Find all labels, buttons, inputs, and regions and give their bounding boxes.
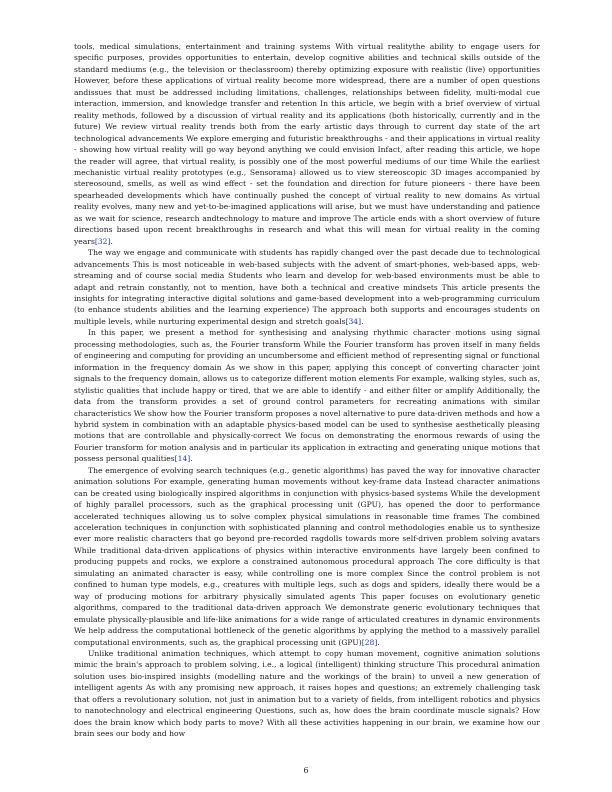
paragraph-end: . [110, 236, 113, 246]
citation-link[interactable]: [28] [361, 637, 378, 647]
paragraph-end: . [190, 454, 193, 464]
paragraph-text: Unlike traditional animation techniques, which attempt to copy human movement, cognitive animation solutions mimic the brain's approach to problem solving, i.e., a logical (intelligent) thinking structure This procedural animation solution uses bio-inspired insights (modelling nature and the workings of the brain) to unveil a new generation of intelligent agents As with any promising new approach, it raises hopes and questions; an extremely challenging task that offers a revolutionary solution, not just in animation but to a variety of fields, from intelligent robotics and physics to nanotechnology and electrical engineering Questions, such as, how does the brain coordinate muscle signals? How does the brain know which body parts to move? With all these activities happening in our brain, we examine how our brain sees our body and how [74, 649, 540, 739]
paragraph-text: The way we engage and communicate with students has rapidly changed over the past decade due to technological advancements This is most noticeable in web-based subjects with the advent of smart-phones, web-based apps, web-streaming and of course social media Students who learn and develop for web-based environments must be able to adapt and retrain constantly, not to mention, have both a technical and creative mindsets This article presents the insights for integrating interactive digital solutions and game-based development into a web-programming curriculum (to enhance students abilities and the learning experience) The approach both supports and encourages students on multiple levels, while nurturing experimental design and stretch goals [74, 248, 540, 326]
paragraph-text: The emergence of evolving search techniques (e.g., genetic algorithms) has paved the way for innovative character animation solutions For example, generating human movements without key-frame data Instead character animations can be created using biologically inspired algorithms in conjunction with physics-based systems While the development of highly parallel processors, such as the graphical processing unit (GPU), has opened the door to performance accelerated techniques allowing us to solve complex physical simulations in reasonable time frames The combined acceleration techniques in conjunction with sophisticated planning and control methodologies enable us to synthesize ever more realistic characters that go beyond pre-recorded ragdolls towards more self-driven problem solving avatars While traditional data-driven applications of physics within interactive environments have largely been confined to producing puppets and rocks, we explore a constrained autonomous procedural approach The core difficulty is that simulating an animated character is easy, while controlling one is more complex Since the control problem is not confined to human type models, e.g., creatures with multiple legs, such as dogs and spiders, ideally there would be a way of producing motions for arbitrary physically simulated agents This paper focuses on evolutionary genetic algorithms, compared to the traditional data-driven approach We demonstrate generic evolutionary techniques that emulate physically-plausible and life-like animations for a wide range of articulated creatures in dynamic environments We help address the computational bottleneck of the genetic algorithms by applying the method to a massively parallel computational environments, such as, the graphical processing unit (GPU) [74, 465, 540, 647]
paragraph-text: tools, medical simulations, entertainment and training systems With virtual realitythe ability to engage users for specific purposes, provides opportunities to entertain, develop cognitive abilities and technical skills outside of the standard mediums (e.g., the television or theclassroom) thereby optimizing exposure with realistic (live) opportunities However, before these applications of virtual reality become more widespread, there are a number of open questions andissues that must be addressed including limitations, challenges, relationships between fidelity, multi-modal cue interaction, immersion, and knowledge transfer and retention In this article, we begin with a brief overview of virtual reality methods, followed by a discussion of virtual reality and its applications (both historically, currently and in the future) We review virtual reality trends both from the early artistic days through to current day state of the art technological advancements We explore emerging and futuristic breakthroughs - and their applications in virtual reality - showing how virtual reality will go way beyond anything we could envision Infact, after reading this article, we hope the reader will agree, that virtual reality, is possibly one of the most powerful mediums of our time While the earliest mechanistic virtual reality prototypes (e.g., Sensorama) allowed us to view stereoscopic 3D images accompanied by stereosound, smells, as well as wind effect - set the foundation and direction for future pioneers - there have been spearheaded developments which have continually pushed the concept of virtual reality to new domains As virtual reality evolves, many new and yet-to-be-imagined applications will arise, but we must have understanding and patience as we wait for science, research andtechnology to mature and improve The article ends with a short overview of future directions based upon recent breakthroughs in research and what this will mean for virtual reality in the coming years [74, 42, 540, 246]
paragraph-web-programming [74, 247, 540, 327]
paragraph-fourier-transform [74, 327, 540, 464]
page-number: 6 [303, 766, 309, 775]
paragraph-genetic-algorithms [74, 465, 540, 648]
paragraph-virtual-reality [74, 41, 540, 247]
paragraph-end: . [377, 637, 380, 647]
citation-link[interactable]: [34] [345, 316, 362, 326]
paragraph-end: . [361, 316, 364, 326]
paragraph-text: In this paper, we present a method for synthesising and analysing rhythmic character motions using signal processing methodologies, such as, the Fourier transform While the Fourier transform has proven itself in many fields of engineering and computing for providing an uncumbersome and efficient method of representing signal or functional information in the frequency domain As we show in this paper, applying this concept of converting character joint signals to the frequency domain, allows us to categorize different motion elements For example, walking styles, such as, stylistic qualities that include happy or tired, that we are able to identify - and either filter or amplify Additionally, the data from the transform provides a set of ground control parameters for recreating animations with similar characteristics We show how the Fourier transform proposes a novel alternative to pure data-driven methods and how a hybrid system in combination with an adaptable physics-based model can be used to synthesise aesthetically pleasing motions that are controllable and physically-correct We focus on demonstrating the enormous rewards of using the Fourier transform for motion analysis and in particular its application in extracting and generating unique motions that possess personal qualities [74, 328, 540, 464]
paper-body [74, 41, 540, 740]
citation-link[interactable]: [14] [174, 454, 191, 464]
citation-link[interactable]: [32] [94, 236, 111, 246]
paragraph-cognitive-animation [74, 648, 540, 740]
